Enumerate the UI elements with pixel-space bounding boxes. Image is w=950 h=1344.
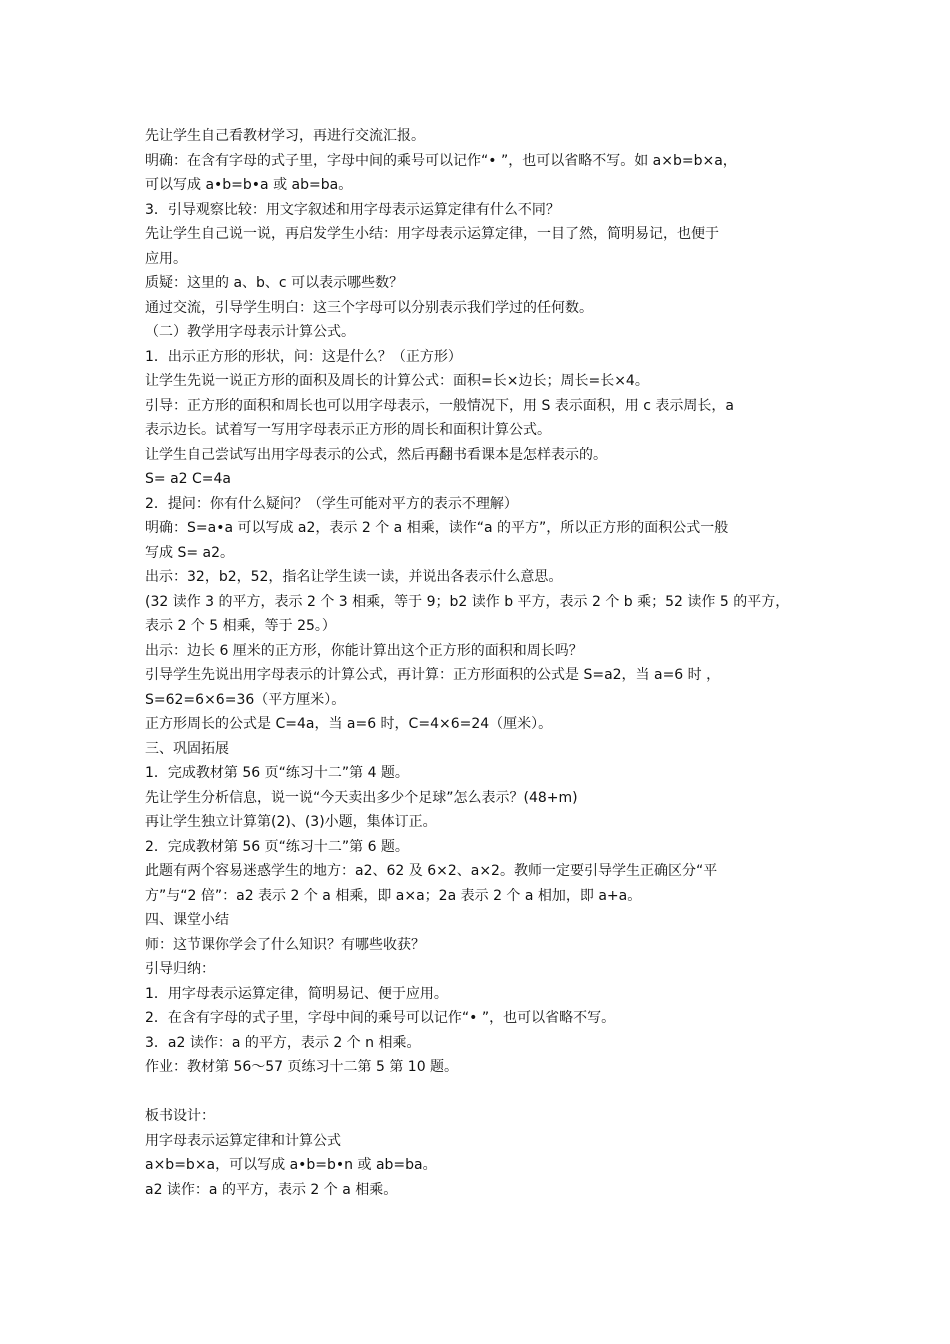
- text-line: 引导：正方形的面积和周长也可以用字母表示，一般情况下，用 S 表示面积，用 c 表示周长，a: [145, 397, 734, 414]
- text-line: 明确：S=a•a 可以写成 a2，表示 2 个 a 相乘，读作“a 的平方”，所以正方形的面积公式一般: [145, 520, 729, 536]
- text-line: a2 读作：a 的平方，表示 2 个 a 相乘。: [145, 1181, 398, 1198]
- text-line: 出示：边长 6 厘米的正方形，你能计算出这个正方形的面积和周长吗？: [145, 642, 583, 659]
- text-line: 让学生自己尝试写出用字母表示的公式，然后再翻书看课本是怎样表示的。: [145, 446, 607, 463]
- text-line: 引导学生先说出用字母表示的计算公式，再计算：正方形面积的公式是 S=a2，当 a=6 时 ，: [145, 667, 721, 683]
- text-line: 方”与“2 倍”：a2 表示 2 个 a 相乘，即 a×a；2a 表示 2 个 a 相加，即 a+a。: [145, 887, 642, 904]
- text-line: 表示 2 个 5 相乘，等于 25。）: [145, 618, 336, 634]
- text-line: 1．用字母表示运算定律，简明易记、便于应用。: [145, 985, 448, 1002]
- text-line: 引导归纳：: [145, 961, 215, 977]
- text-line: 作业：教材第 56～57 页练习十二第 5 第 10 题。: [145, 1059, 459, 1075]
- text-line: a×b=b×a，可以写成 a•b=b•n 或 ab=ba。: [145, 1157, 437, 1173]
- text-line: 质疑：这里的 a、b、c 可以表示哪些数？: [145, 275, 404, 291]
- text-line: 板书设计：: [145, 1108, 215, 1124]
- text-line: 三、巩固拓展: [145, 740, 229, 757]
- text-line: 2．完成教材第 56 页“练习十二”第 6 题。: [145, 838, 409, 855]
- text-line: 2．在含有字母的式子里，字母中间的乘号可以记作“• ”，也可以省略不写。: [145, 1010, 616, 1026]
- text-line: 表示边长。试着写一写用字母表示正方形的周长和面积计算公式。: [145, 422, 551, 438]
- text-line: 师：这节课你学会了什么知识？有哪些收获？: [145, 936, 425, 953]
- text-line: 先让学生自己说一说，再启发学生小结：用字母表示运算定律，一目了然，简明易记，也便于: [145, 226, 719, 242]
- text-line: 再让学生独立计算第(2)、(3)小题，集体订正。: [145, 814, 437, 830]
- text-line: 应用。: [145, 250, 187, 267]
- text-line: 出示：32，b2，52，指名让学生读一读，并说出各表示什么意思。: [145, 569, 563, 585]
- text-line: 可以写成 a•b=b•a 或 ab=ba。: [145, 177, 353, 193]
- text-line: （二）教学用字母表示计算公式。: [145, 324, 355, 340]
- text-line: 让学生先说一说正方形的面积及周长的计算公式：面积=长×边长；周长=长×4。: [145, 373, 649, 389]
- text-line: S= a2 C=4a: [145, 471, 231, 487]
- text-line: 四、课堂小结: [145, 912, 229, 928]
- text-line: 1．完成教材第 56 页“练习十二”第 4 题。: [145, 765, 409, 781]
- text-line: 2．提问：你有什么疑问？（学生可能对平方的表示不理解）: [145, 495, 518, 512]
- text-line: 3．引导观察比较：用文字叙述和用字母表示运算定律有什么不同？: [145, 201, 560, 218]
- text-line: 1．出示正方形的形状，问：这是什么？（正方形）: [145, 348, 462, 365]
- blank-line: [145, 1080, 815, 1105]
- text-line: 先让学生自己看教材学习，再进行交流汇报。: [145, 128, 425, 144]
- text-line: 明确：在含有字母的式子里，字母中间的乘号可以记作“• ”，也可以省略不写。如 a×b=b×a，: [145, 152, 737, 169]
- text-line: 正方形周长的公式是 C=4a，当 a=6 时，C=4×6=24（厘米）。: [145, 716, 553, 732]
- text-line: 此题有两个容易迷惑学生的地方：a2、62 及 6×2、a×2。教师一定要引导学生正确区分“平: [145, 863, 718, 879]
- document-body: [145, 124, 815, 1202]
- text-line: 先让学生分析信息，说一说“今天卖出多少个足球”怎么表示？(48+m): [145, 789, 578, 806]
- text-line: 写成 S= a2。: [145, 544, 235, 561]
- text-line: S=62=6×6=36（平方厘米）。: [145, 691, 346, 708]
- text-line: 3．a2 读作：a 的平方，表示 2 个 n 相乘。: [145, 1034, 421, 1051]
- text-line: 通过交流，引导学生明白：这三个字母可以分别表示我们学过的任何数。: [145, 299, 593, 316]
- text-line: (32 读作 3 的平方，表示 2 个 3 相乘，等于 9；b2 读作 b 平方，表示 2 个 b 乘；52 读作 5 的平方，: [145, 593, 790, 610]
- text-line: 用字母表示运算定律和计算公式: [145, 1132, 341, 1149]
